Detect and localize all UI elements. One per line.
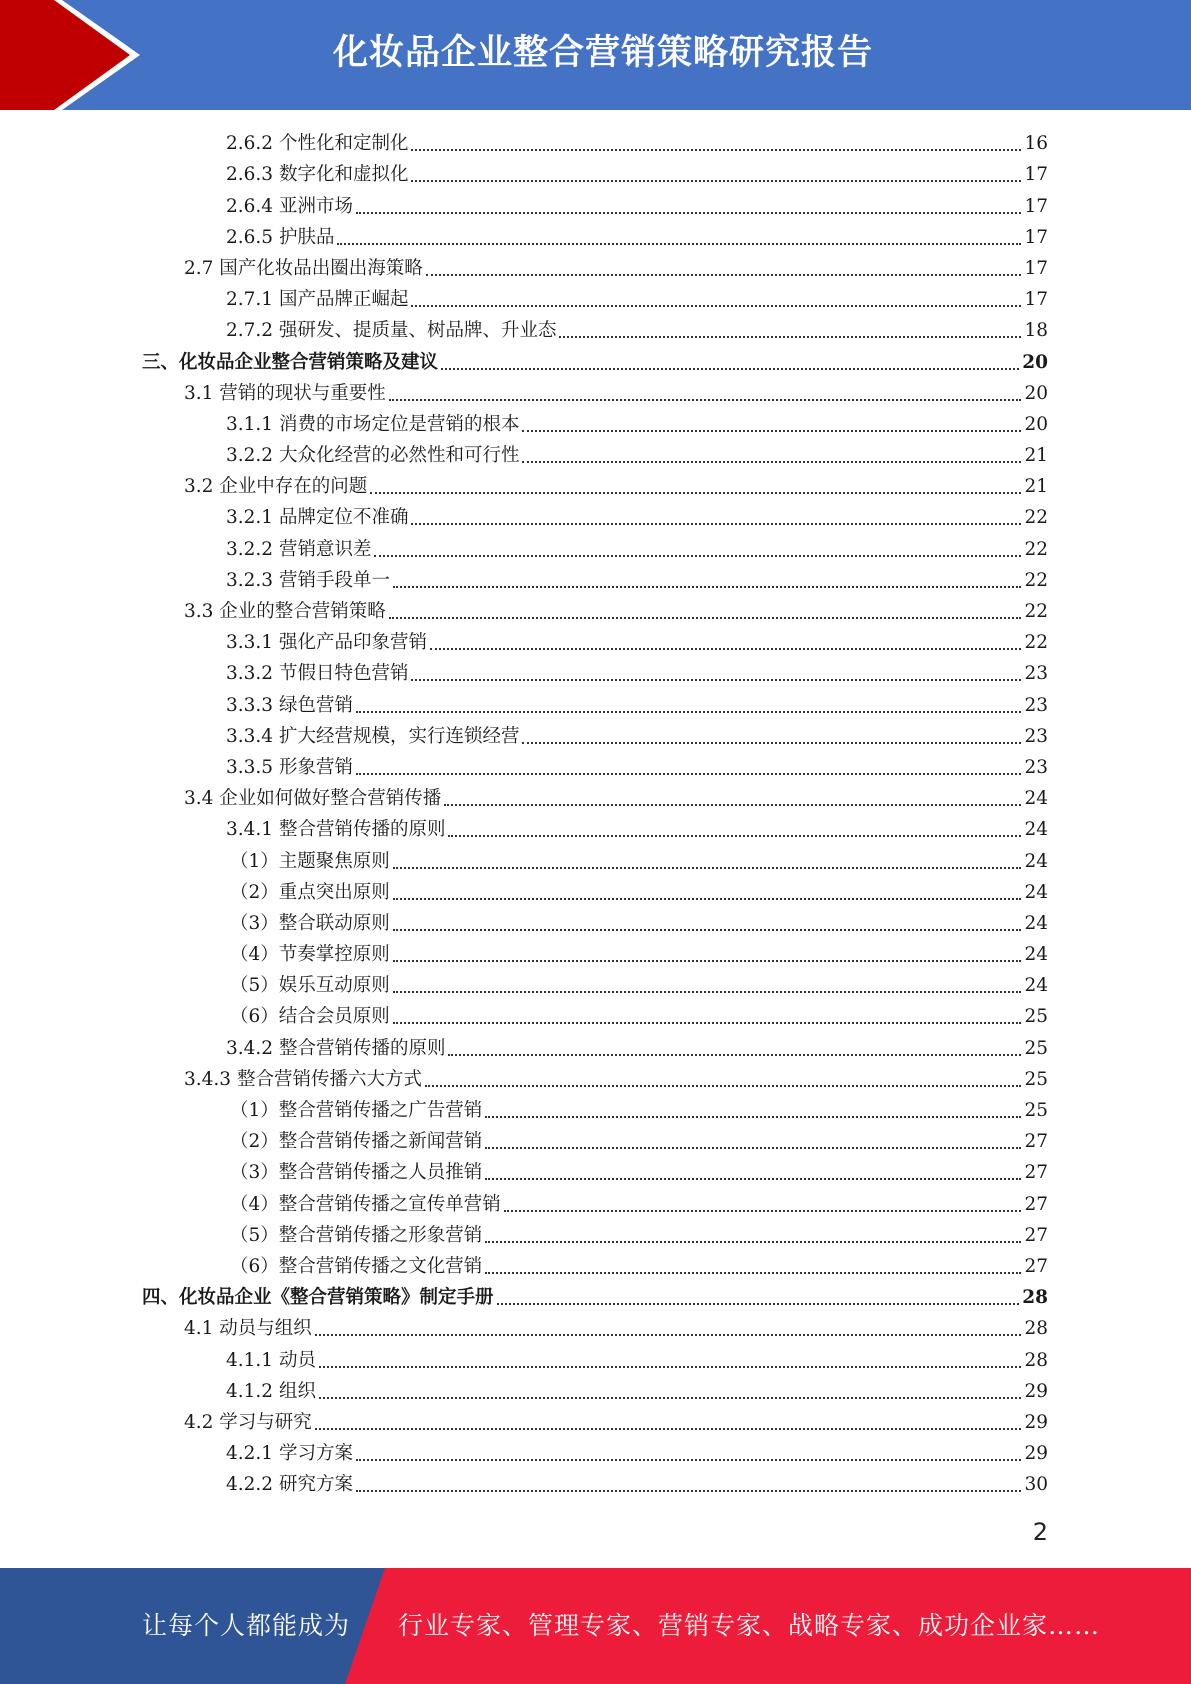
toc-entry-label: （6）整合营销传播之文化营销 — [230, 1255, 483, 1277]
toc-entry[interactable] — [0, 813, 1191, 844]
toc-entry-page: 20 — [1024, 413, 1048, 435]
toc-entry[interactable] — [0, 377, 1191, 408]
toc-entry-label: （6）结合会员原则 — [230, 1006, 390, 1028]
toc-entry-label: 3.3.3 绿色营销 — [226, 694, 353, 716]
toc-entry-label: 4.1.2 组织 — [226, 1380, 316, 1402]
toc-entry[interactable] — [0, 408, 1191, 439]
toc-entry[interactable] — [0, 1375, 1191, 1406]
toc-entry[interactable] — [0, 1312, 1191, 1343]
toc-entry-label: 3.4 企业如何做好整合营销传播 — [184, 788, 442, 810]
toc-leader-dots — [393, 960, 1022, 962]
toc-entry-page: 25 — [1024, 1068, 1048, 1090]
toc-entry-page: 24 — [1024, 881, 1048, 903]
toc-leader-dots — [374, 555, 1021, 557]
toc-entry-label: 3.3.4 扩大经营规模，实行连锁经营 — [226, 725, 520, 747]
toc-leader-dots — [485, 1241, 1021, 1243]
page-number: 2 — [1032, 1518, 1048, 1546]
toc-entry[interactable] — [0, 876, 1191, 907]
toc-entry-page: 29 — [1024, 1380, 1048, 1402]
toc-entry-label: 2.6.3 数字化和虚拟化 — [226, 164, 409, 186]
toc-entry[interactable] — [0, 782, 1191, 813]
toc-entry-label: （5）整合营销传播之形象营销 — [230, 1224, 483, 1246]
toc-entry-page: 23 — [1024, 725, 1048, 747]
toc-leader-dots — [337, 243, 1021, 245]
toc-entry-page: 28 — [1022, 1287, 1048, 1309]
toc-entry-label: 4.1 动员与组织 — [184, 1318, 312, 1340]
toc-entry-label: 4.2 学习与研究 — [184, 1411, 312, 1433]
toc-entry[interactable] — [0, 221, 1191, 252]
toc-entry-label: 3.4.3 整合营销传播六大方式 — [184, 1068, 422, 1090]
toc-entry-label: 4.1.1 动员 — [226, 1349, 316, 1371]
toc-entry-page: 25 — [1024, 1037, 1048, 1059]
page-header — [0, 0, 1191, 110]
toc-entry-label: （3）整合营销传播之人员推销 — [230, 1162, 483, 1184]
toc-entry[interactable] — [0, 283, 1191, 314]
toc-entry-page: 22 — [1024, 569, 1048, 591]
toc-entry-label: 3.1 营销的现状与重要性 — [184, 382, 386, 404]
toc-entry[interactable] — [0, 626, 1191, 657]
toc-entry-label: 2.6.2 个性化和定制化 — [226, 133, 409, 155]
toc-leader-dots — [441, 368, 1019, 370]
toc-entry-label: 3.4.2 整合营销传播的原则 — [226, 1037, 446, 1059]
toc-entry[interactable] — [0, 1468, 1191, 1499]
toc-entry-page: 18 — [1024, 320, 1048, 342]
toc-entry[interactable] — [0, 470, 1191, 501]
toc-entry-page: 25 — [1024, 1100, 1048, 1121]
toc-entry-page: 23 — [1024, 694, 1048, 716]
toc-entry[interactable] — [0, 1343, 1191, 1374]
toc-entry[interactable] — [0, 969, 1191, 1000]
toc-leader-dots — [430, 648, 1021, 650]
toc-leader-dots — [356, 212, 1022, 214]
toc-entry-page: 23 — [1024, 756, 1048, 778]
toc-entry-label: 3.2.3 营销手段单一 — [226, 569, 390, 591]
toc-leader-dots — [425, 1085, 1021, 1087]
toc-entry[interactable] — [0, 657, 1191, 688]
toc-entry-label: （1）整合营销传播之广告营销 — [230, 1100, 483, 1121]
toc-entry[interactable] — [0, 1250, 1191, 1281]
toc-leader-dots — [393, 898, 1022, 900]
toc-entry-label: 3.3 企业的整合营销策略 — [184, 601, 386, 622]
toc-entry[interactable] — [0, 751, 1191, 782]
toc-entry-page: 24 — [1024, 819, 1048, 841]
toc-leader-dots — [393, 991, 1022, 993]
toc-leader-dots — [426, 274, 1022, 276]
toc-leader-dots — [485, 1116, 1021, 1118]
toc-entry-label: 3.3.1 强化产品印象营销 — [226, 632, 427, 654]
toc-leader-dots — [356, 711, 1022, 713]
toc-entry[interactable] — [0, 1281, 1191, 1312]
toc-leader-dots — [411, 679, 1021, 681]
toc-entry-page: 24 — [1024, 944, 1048, 966]
toc-entry-label: 三、化妆品企业整合营销策略及建议 — [142, 351, 439, 373]
toc-entry-page: 25 — [1024, 1006, 1048, 1028]
toc-entry[interactable] — [0, 439, 1191, 470]
toc-leader-dots — [497, 1303, 1020, 1305]
toc-entry-label: （4）节奏掌控原则 — [230, 944, 390, 966]
toc-entry[interactable] — [0, 907, 1191, 938]
toc-leader-dots — [559, 336, 1021, 338]
toc-leader-dots — [504, 1210, 1022, 1212]
toc-leader-dots — [356, 773, 1022, 775]
toc-leader-dots — [319, 1397, 1022, 1399]
toc-entry[interactable] — [0, 532, 1191, 563]
toc-entry[interactable] — [0, 158, 1191, 189]
toc-entry-page: 27 — [1024, 1131, 1048, 1153]
toc-leader-dots — [411, 523, 1021, 525]
toc-entry-label: 3.3.5 形象营销 — [226, 756, 353, 778]
toc-entry-page: 20 — [1024, 382, 1048, 404]
toc-entry-label: 2.7 国产化妆品出圈出海策略 — [184, 257, 423, 279]
toc-entry-label: 2.7.1 国产品牌正崛起 — [226, 289, 409, 311]
toc-entry-page: 22 — [1024, 507, 1048, 529]
toc-entry-label: 3.3.2 节假日特色营销 — [226, 663, 409, 685]
toc-entry[interactable] — [0, 1031, 1191, 1062]
toc-entry[interactable] — [0, 252, 1191, 283]
toc-leader-dots — [448, 835, 1021, 837]
toc-entry-page: 21 — [1024, 476, 1048, 498]
toc-entry-label: 四、化妆品企业《整合营销策略》制定手册 — [142, 1287, 494, 1309]
toc-entry-page: 27 — [1024, 1224, 1048, 1246]
toc-entry[interactable] — [0, 938, 1191, 969]
toc-leader-dots — [522, 742, 1021, 744]
toc-leader-dots — [356, 1490, 1022, 1492]
document-title: 化妆品企业整合营销策略研究报告 — [332, 33, 873, 73]
toc-entry[interactable] — [0, 345, 1191, 376]
toc-entry[interactable] — [0, 564, 1191, 595]
toc-entry-label: 4.2.2 研究方案 — [226, 1474, 353, 1496]
toc-leader-dots — [370, 492, 1021, 494]
toc-entry[interactable] — [0, 1219, 1191, 1250]
toc-entry-page: 24 — [1024, 850, 1048, 872]
toc-entry-label: 2.7.2 强研发、提质量、树品牌、升业态 — [226, 320, 557, 342]
toc-entry-page: 17 — [1024, 289, 1048, 311]
toc-leader-dots — [356, 1459, 1022, 1461]
toc-entry-label: 3.1.1 消费的市场定位是营销的根本 — [226, 413, 520, 435]
toc-leader-dots — [485, 1147, 1021, 1149]
toc-entry[interactable] — [0, 189, 1191, 220]
toc-entry-page: 29 — [1024, 1411, 1048, 1433]
table-of-contents — [0, 127, 1191, 1499]
toc-entry[interactable] — [0, 1000, 1191, 1031]
toc-entry-label: 3.2 企业中存在的问题 — [184, 476, 368, 498]
toc-entry-page: 24 — [1024, 912, 1048, 934]
toc-entry-page: 30 — [1024, 1474, 1048, 1496]
toc-entry[interactable] — [0, 1187, 1191, 1218]
toc-leader-dots — [315, 1334, 1022, 1336]
footer-slogan-left: 让每个人都能成为 — [142, 1611, 351, 1640]
toc-entry-page: 17 — [1024, 257, 1048, 279]
toc-entry-page: 29 — [1024, 1443, 1048, 1465]
toc-entry-page: 22 — [1024, 538, 1048, 560]
toc-entry-page: 27 — [1024, 1162, 1048, 1184]
toc-leader-dots — [389, 617, 1022, 619]
toc-leader-dots — [411, 149, 1021, 151]
toc-entry[interactable] — [0, 720, 1191, 751]
toc-entry[interactable] — [0, 314, 1191, 345]
toc-leader-dots — [411, 180, 1021, 182]
toc-entry-label: （4）整合营销传播之宣传单营销 — [230, 1193, 501, 1215]
toc-entry-page: 21 — [1024, 445, 1048, 467]
toc-entry-page: 24 — [1024, 975, 1048, 997]
toc-leader-dots — [411, 305, 1021, 307]
toc-entry[interactable] — [0, 1156, 1191, 1187]
toc-entry[interactable] — [0, 1125, 1191, 1156]
toc-entry-page: 22 — [1024, 601, 1048, 622]
toc-entry-page: 27 — [1024, 1193, 1048, 1215]
toc-entry-label: 4.2.1 学习方案 — [226, 1443, 353, 1465]
toc-entry[interactable] — [0, 501, 1191, 532]
toc-leader-dots — [393, 929, 1022, 931]
toc-entry[interactable] — [0, 1094, 1191, 1125]
toc-entry-label: （5）娱乐互动原则 — [230, 975, 390, 997]
toc-entry-label: （2）整合营销传播之新闻营销 — [230, 1131, 483, 1153]
toc-entry-label: 2.6.5 护肤品 — [226, 226, 335, 248]
footer-slogan-right: 行业专家、管理专家、营销专家、战略专家、成功企业家…… — [398, 1611, 1101, 1640]
toc-entry-label: （1）主题聚焦原则 — [230, 850, 390, 872]
toc-entry-page: 20 — [1022, 351, 1048, 373]
toc-leader-dots — [393, 867, 1022, 869]
toc-leader-dots — [393, 586, 1021, 588]
toc-entry[interactable] — [0, 1437, 1191, 1468]
toc-leader-dots — [448, 1054, 1021, 1056]
toc-leader-dots — [485, 1272, 1021, 1274]
toc-leader-dots — [319, 1366, 1022, 1368]
toc-leader-dots — [522, 430, 1021, 432]
toc-leader-dots — [522, 461, 1021, 463]
toc-entry-page: 22 — [1024, 632, 1048, 654]
toc-entry-label: 3.4.1 整合营销传播的原则 — [226, 819, 446, 841]
toc-entry[interactable] — [0, 1063, 1191, 1094]
toc-entry-page: 16 — [1024, 133, 1048, 155]
toc-entry-page: 17 — [1024, 164, 1048, 186]
toc-entry-page: 23 — [1024, 663, 1048, 685]
toc-entry-label: 2.6.4 亚洲市场 — [226, 195, 353, 217]
toc-leader-dots — [444, 804, 1021, 806]
toc-entry-page: 27 — [1024, 1255, 1048, 1277]
toc-entry-label: 3.2.2 营销意识差 — [226, 538, 372, 560]
toc-entry-label: 3.2.1 品牌定位不准确 — [226, 507, 409, 529]
toc-leader-dots — [485, 1178, 1021, 1180]
toc-entry[interactable] — [0, 127, 1191, 158]
toc-entry-label: （2）重点突出原则 — [230, 881, 390, 903]
toc-entry[interactable] — [0, 688, 1191, 719]
toc-entry[interactable] — [0, 595, 1191, 626]
toc-entry-page: 17 — [1024, 195, 1048, 217]
toc-entry[interactable] — [0, 1406, 1191, 1437]
toc-entry-page: 28 — [1024, 1349, 1048, 1371]
toc-entry-page: 28 — [1024, 1318, 1048, 1340]
toc-leader-dots — [393, 1022, 1022, 1024]
toc-entry-page: 17 — [1024, 226, 1048, 248]
toc-leader-dots — [389, 399, 1022, 401]
toc-entry[interactable] — [0, 844, 1191, 875]
toc-leader-dots — [315, 1428, 1022, 1430]
toc-entry-label: （3）整合联动原则 — [230, 912, 390, 934]
toc-entry-page: 24 — [1024, 788, 1048, 810]
page-footer — [0, 1568, 1191, 1684]
toc-entry-label: 3.2.2 大众化经营的必然性和可行性 — [226, 445, 520, 467]
